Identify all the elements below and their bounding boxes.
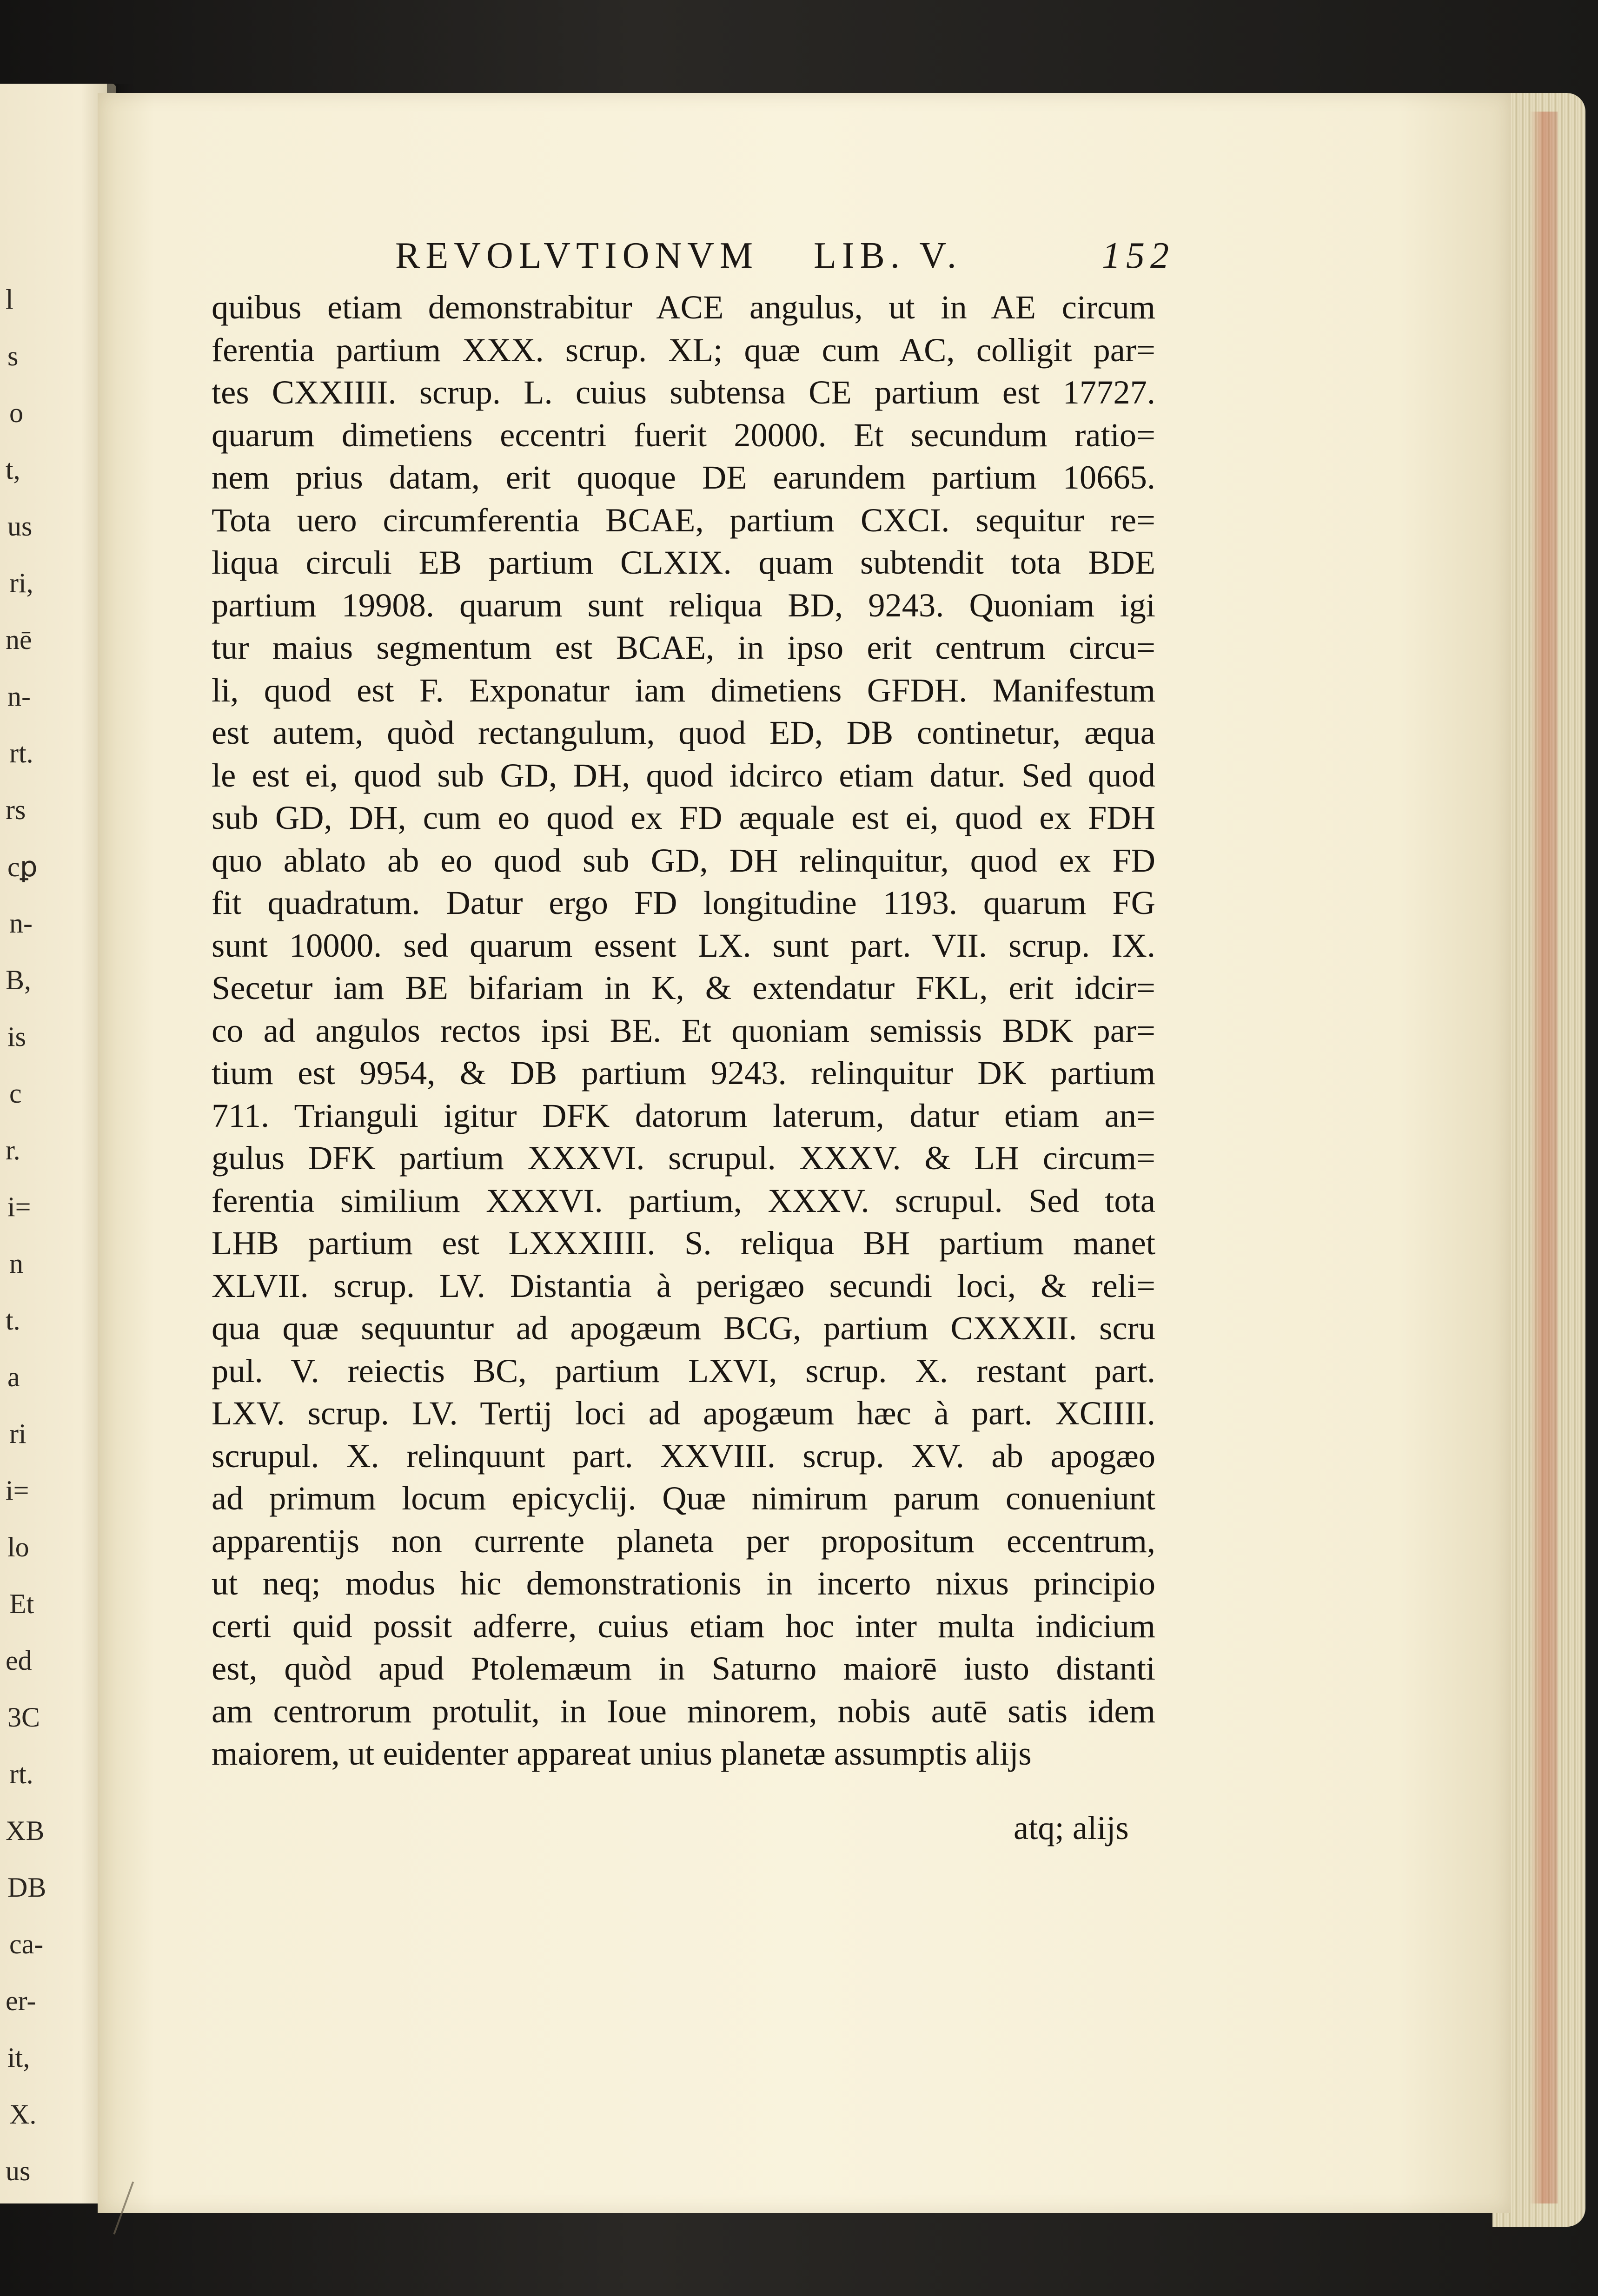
- left-page-fragment: Et: [9, 1588, 34, 1619]
- text-line: XLVII. scrup. LV. Distantia à perigæo secundi loci, & reli=: [212, 1266, 1155, 1304]
- left-page-fragment: n-: [7, 681, 31, 712]
- text-line: LHB partium est LXXXIIII. S. reliqua BH partium manet: [212, 1224, 1155, 1262]
- left-page-fragment: ri,: [9, 568, 33, 598]
- text-line: LXV. scrup. LV. Tertij loci ad apogæum hæc à part. XCIIII.: [212, 1394, 1155, 1432]
- left-page-fragment: ed: [6, 1645, 32, 1676]
- text-line: liqua circuli EB partium CLXIX. quam subtendit tota BDE: [212, 543, 1155, 581]
- left-page-fragment: l: [6, 284, 13, 315]
- left-page-fragment: o: [9, 397, 23, 428]
- text-line: Secetur iam BE bifariam in K, & extendatur FKL, erit idcir=: [212, 969, 1155, 1006]
- text-line: Tota uero circumferentia BCAE, partium CXCI. sequitur re=: [212, 501, 1155, 539]
- left-page-fragment: DB: [7, 1872, 46, 1903]
- text-line: le est ei, quod sub GD, DH, quod idcirco etiam datur. Sed quod: [212, 756, 1155, 794]
- catchword: atq; alijs: [1014, 1809, 1129, 1846]
- text-line: co ad angulos rectos ipsi BE. Et quoniam semissis BDK par=: [212, 1011, 1155, 1049]
- left-page-fragment: a: [7, 1362, 20, 1392]
- text-line: gulus DFK partium XXXVI. scrupul. XXXV. & LH circum=: [212, 1139, 1155, 1177]
- text-line: certi quid possit adferre, cuius etiam hoc inter multa indicium: [212, 1607, 1155, 1645]
- text-line: pul. V. reiectis BC, partium LXVI, scrup. X. restant part.: [212, 1351, 1155, 1390]
- left-page-fragment: XB: [6, 1815, 45, 1846]
- text-line: nem prius datam, erit quoque DE earundem partium 10665.: [212, 458, 1155, 496]
- body-text: [212, 286, 1155, 1775]
- text-line: ut neq; modus hic demonstrationis in incerto nixus principio: [212, 1564, 1155, 1602]
- left-page-fragment: t,: [6, 454, 20, 485]
- running-title: REVOLVTIONVM: [395, 235, 759, 276]
- left-page-fragment: s: [7, 341, 19, 371]
- left-page-fragment: n-: [9, 908, 33, 939]
- left-page-fragment: us: [6, 2156, 31, 2186]
- text-line: qua quæ sequuntur ad apogæum BCG, partium CXXXII. scru: [212, 1309, 1155, 1347]
- text-line: quarum dimetiens eccentri fuerit 20000. Et secundum ratio=: [212, 416, 1155, 454]
- text-line: tes CXXIIII. scrup. L. cuius subtensa CE partium est 17727.: [212, 373, 1155, 411]
- left-page-fragment: lo: [7, 1532, 29, 1562]
- text-line: est, quòd apud Ptolemæum in Saturno maiorē iusto distanti: [212, 1649, 1155, 1687]
- text-line: am centrorum protulit, in Ioue minorem, nobis autē satis idem: [212, 1692, 1155, 1730]
- book-number: LIB. V.: [814, 235, 962, 276]
- text-line: sunt 10000. sed quarum essent LX. sunt part. VII. scrup. IX.: [212, 926, 1155, 964]
- left-page-fragment: i=: [6, 1475, 29, 1506]
- left-page-fragment: t.: [6, 1305, 20, 1336]
- text-line: ad primum locum epicyclij. Quæ nimirum parum conueniunt: [212, 1479, 1155, 1517]
- text-line: scrupul. X. relinquunt part. XXVIII. scrup. XV. ab apogæo: [212, 1436, 1155, 1475]
- text-line: tur maius segmentum est BCAE, in ipso erit centrum circu=: [212, 629, 1155, 666]
- left-page-fragment: rs: [6, 794, 26, 825]
- left-page-fragment: rt.: [9, 1759, 33, 1789]
- left-page-fragment: i=: [7, 1191, 31, 1222]
- text-line: fit quadratum. Datur ergo FD longitudine 1193. quarum FG: [212, 884, 1155, 921]
- left-page-fragment: rt.: [9, 738, 33, 768]
- left-page-fragment: us: [7, 511, 33, 542]
- text-line: quibus etiam demonstrabitur ACE angulus, ut in AE circum: [212, 288, 1155, 326]
- left-page-fragment: cꝑ: [7, 852, 38, 882]
- text-line: maiorem, ut euidenter appareat unius planetæ assumptis alijs: [212, 1734, 1032, 1772]
- text-line: ferentia similium XXXVI. partium, XXXV. scrupul. Sed tota: [212, 1181, 1155, 1219]
- text-line: sub GD, DH, cum eo quod ex FD æquale est ei, quod ex FDH: [212, 799, 1155, 836]
- left-page-fragment: c: [9, 1078, 22, 1109]
- text-line: tium est 9954, & DB partium 9243. relinquitur DK partium: [212, 1054, 1155, 1092]
- left-page-fragment: 3C: [7, 1702, 40, 1733]
- text-line: li, quod est F. Exponatur iam dimetiens GFDH. Manifestum: [212, 671, 1155, 709]
- left-page-fragment: it,: [7, 2042, 30, 2073]
- text-line: 711. Trianguli igitur DFK datorum laterum, datur etiam an=: [212, 1096, 1155, 1134]
- left-page-fragment: nē: [6, 624, 32, 655]
- left-page-fragment: is: [7, 1021, 27, 1052]
- text-line: apparentijs non currente planeta per propositum eccentrum,: [212, 1522, 1155, 1560]
- text-line: quo ablato ab eo quod sub GD, DH relinquitur, quod ex FD: [212, 841, 1155, 879]
- running-header: [395, 235, 1186, 277]
- left-page-fragment: ri: [9, 1418, 27, 1449]
- left-page-fragment: n: [9, 1248, 23, 1279]
- folio-number: 152: [1102, 235, 1174, 276]
- text-line: est autem, quòd rectangulum, quod ED, DB continetur, æqua: [212, 714, 1155, 751]
- red-page-edge: [1530, 112, 1558, 2203]
- left-page-fragment: X.: [9, 2099, 37, 2130]
- left-page-fragment: ca-: [9, 1929, 44, 1959]
- text-line: ferentia partium XXX. scrup. XL; quæ cum AC, colligit par=: [212, 331, 1155, 369]
- text-line: partium 19908. quarum sunt reliqua BD, 9243. Quoniam igi: [212, 586, 1155, 624]
- left-page-fragment: er-: [6, 1985, 36, 2016]
- left-page-fragment: B,: [6, 965, 32, 995]
- left-page-fragment: r.: [6, 1135, 20, 1165]
